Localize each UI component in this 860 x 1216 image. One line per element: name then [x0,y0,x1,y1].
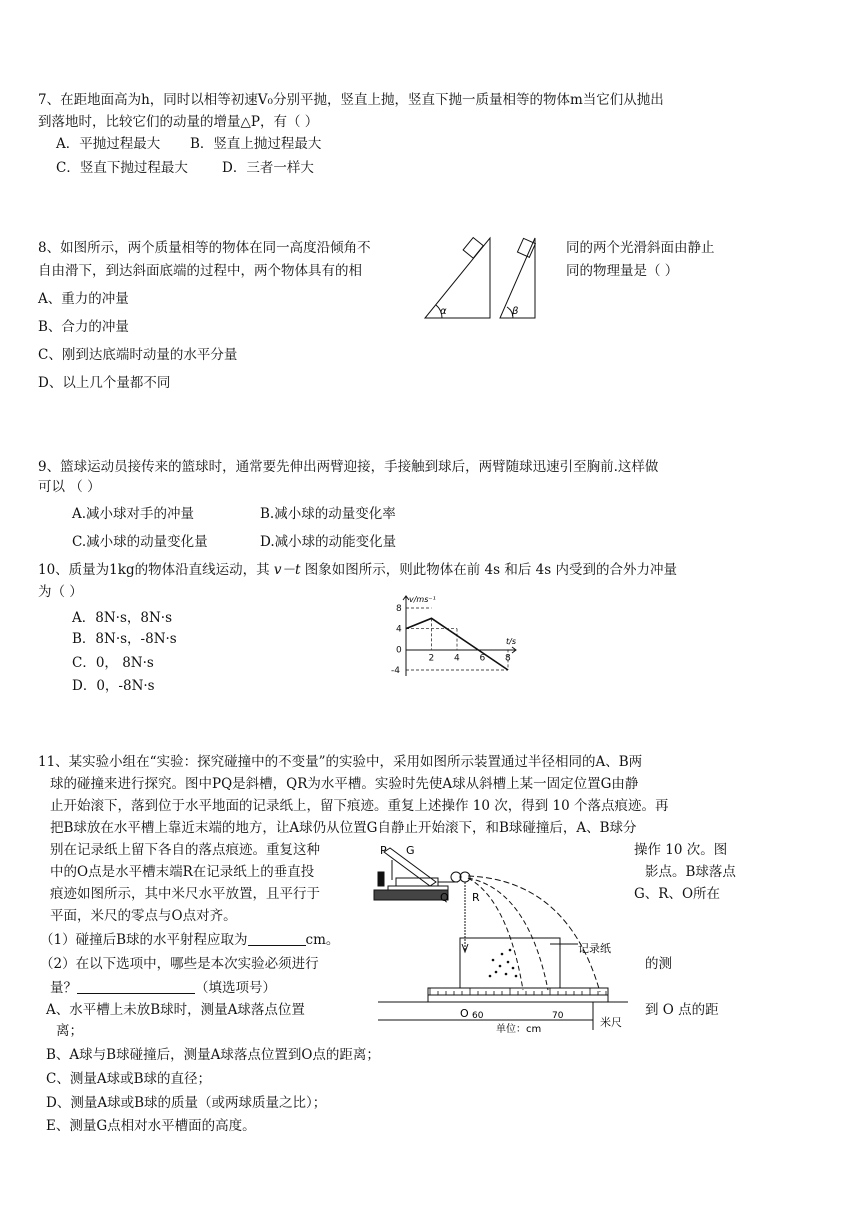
q10-option-c: C．0， 8N·s [72,655,154,671]
q8-option-b: B、合力的冲量 [38,319,129,335]
q10-option-d: D．0，-8N·s [72,678,155,694]
vt-ytick-0: 0 [396,645,402,656]
q10-line1 [38,561,677,579]
q11-part2-l2-post: （填选项号） [195,980,276,996]
fig-ruler-label: 米尺 [600,1016,622,1029]
q10-line1-post: 图象如图所示，则此物体在前 4s 和后 4s 内受到的合外力冲量 [300,562,677,578]
q7-option-d: D．三者一样大 [222,160,314,176]
q9-option-b: B.减小球的动量变化率 [260,506,396,522]
vt-ytick-8: 8 [396,604,402,614]
vt-ytick-4: 4 [396,624,402,635]
vt-ylabel: v/ms⁻¹ [409,595,436,604]
q10-option-b: B．8N·s，-8N·s [72,631,177,647]
q11-line4: 把B球放在水平槽上靠近末端的地方，让A球仍从位置G自静止开始滚下，和B球碰撞后，A、B球分 [50,820,637,836]
q11-option-b: B、A球与B球碰撞后，测量A球落点位置到O点的距离； [46,1047,380,1063]
vt-xtick-2: 2 [428,653,435,664]
q8-line1-left: 8、如图所示，两个质量相等的物体在同一高度沿倾角不 [38,240,371,256]
fig-record-paper: 记录纸 [578,942,611,955]
q10-option-a: A．8N·s，8N·s [72,610,172,626]
q8-incline-figure [420,228,560,323]
q8-line2-left: 自由滑下，到达斜面底端的过程中，两个物体具有的相 [38,263,362,279]
q8-option-c: C、刚到达底端时动量的水平分量 [38,347,238,363]
q11-option-c: C、测量A球或B球的直径； [46,1071,211,1087]
q9-option-d: D.减小球的动能变化量 [260,534,397,550]
fig-label-O: O [460,1007,469,1020]
q11-part1 [40,931,339,949]
q10-line1-pre: 10、质量为1kg的物体沿直线运动，其 [38,562,274,578]
q11-part1-pre: （1）碰撞后B球的水平射程应取为 [40,932,248,948]
fig-label-P: P [380,844,387,857]
fig-tick-60: 60 [472,1011,484,1021]
vt-xtick-8: 8 [505,653,511,664]
q10-line1-vt: v－t [273,562,301,578]
q7-option-c: C．竖直下抛过程最大 [56,160,188,176]
q8-option-d: D、以上几个量都不同 [38,375,171,391]
q7-option-b: B．竖直上抛过程最大 [190,136,322,152]
q11-line5-left: 别在记录纸上留下各自的落点痕迹。重复这种 [50,842,320,858]
q11-option-e: E、测量G点相对水平槽面的高度。 [46,1118,256,1134]
q11-part1-blank[interactable] [248,931,306,946]
q11-line3: 止开始滚下，落到位于水平地面的记录纸上，留下痕迹。重复上述操作 10 次，得到 10 个落点痕迹。再 [50,798,669,814]
q11-line8: 平面，米尺的零点与O点对齐。 [50,908,237,924]
fig-label-G: G [406,844,415,857]
fig-unit: 单位：cm [496,1024,542,1035]
fig-label-R: R [472,891,480,904]
q8-line1-right: 同的两个光滑斜面由静止 [566,240,715,256]
q11-option-d: D、测量A球或B球的质量（或两球质量之比）； [46,1095,327,1111]
q11-line6-left: 中的O点是水平槽末端R在记录纸上的垂直投 [50,864,315,880]
q8-option-a: A、重力的冲量 [38,291,129,307]
q11-line2: 球的碰撞来进行探究。图中PQ是斜槽，QR为水平槽。实验时先使A球从斜槽上某一固定位置G由静 [50,776,639,792]
q11-line1: 11、某实验小组在“实验：探究碰撞中的不变量”的实验中，采用如图所示装置通过半径相同的A、B两 [38,754,643,770]
q11-part1-post: cm。 [305,932,340,948]
q9-option-a: A.减小球对手的冲量 [72,506,195,522]
q8-line2-right: 同的物理量是（ ） [566,263,679,279]
q11-line7-right: G、R、O所在 [634,886,721,902]
q8-angle-beta: β [512,306,519,317]
q7-line2: 到落地时，比较它们的动量的增量△P，有（ ） [38,114,319,130]
q11-line5-right: 操作 10 次。图 [634,842,728,858]
fig-label-Q: Q [440,891,449,904]
fig-tick-70: 70 [552,1011,564,1021]
q11-part2-right: 的测 [645,956,672,972]
q11-part2-l2-pre: 量？ [50,980,77,996]
q8-angle-alpha: α [440,306,447,317]
q11-option-a-line2: 离； [56,1023,83,1039]
q11-option-a-right: 到 O 点的距 [645,1002,719,1018]
q11-line6-right: 影点。B球落点 [645,864,736,880]
q11-part2-blank[interactable] [77,979,195,994]
q9-option-c: C.减小球的动量变化量 [72,534,208,550]
q9-line1: 9、篮球运动员接传来的篮球时，通常要先伸出两臂迎接，手接触到球后，两臂随球迅速引至胸前.这样做 [38,459,659,475]
vt-ytick--4: -4 [391,666,400,676]
q11-option-a-left: A、水平槽上未放B球时，测量A球落点位置 [46,1002,305,1018]
q11-line7-left: 痕迹如图所示，其中米尺水平放置，且平行于 [50,886,320,902]
vt-xtick-4: 4 [454,653,460,664]
q7-option-a: A．平抛过程最大 [56,136,161,152]
q9-line2: 可以 （ ） [38,479,101,495]
q11-part2-line2 [50,979,276,997]
q7-line1: 7、在距地面高为h，同时以相等初速V₀分别平抛，竖直上抛，竖直下抛一质量相等的物体m当它们从抛出 [38,92,664,108]
vt-chart [390,592,530,682]
q10-line2: 为（ ） [38,584,83,600]
q11-part2-left: （2）在以下选项中，哪些是本次实验必须进行 [40,956,319,972]
q11-apparatus-figure [368,840,638,1040]
vt-xlabel: t/s [506,637,516,646]
vt-xtick-6: 6 [479,653,486,664]
